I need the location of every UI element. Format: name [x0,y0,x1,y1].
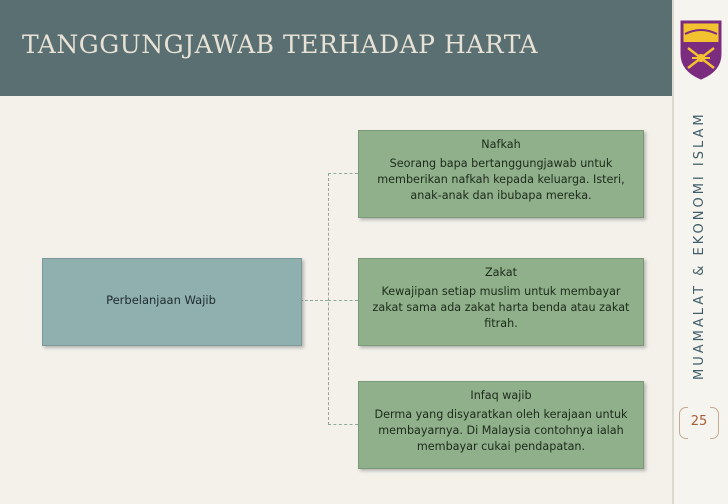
connector-root [300,300,328,301]
slide-title: TANGGUNGJAWAB TERHADAP HARTA [22,30,539,59]
root-node-label: Perbelanjaan Wajib [106,293,216,307]
connector-branch-1 [328,173,358,174]
connector-branch-2 [328,300,358,301]
connector-trunk [328,173,329,425]
sidebar-divider [672,0,674,504]
connector-branch-3 [328,424,358,425]
page-number [676,405,722,441]
page-number-label: 25 [690,414,708,429]
child-node-text: Seorang bapa bertanggungjawab untuk memberikan nafkah kepada keluarga. Isteri, anak-anak dan ibubapa mereka. [377,157,625,202]
child-node-zakat [358,258,644,346]
child-node-text: Derma yang disyaratkan oleh kerajaan untuk membayarnya. Di Malaysia contohnya ialah membayar cukai pendapatan. [374,408,628,453]
side-caption: MUAMALAT & EKONOMI ISLAM [692,111,707,380]
child-node-infaq [358,381,644,469]
child-node-title: Zakat [484,266,518,279]
root-node [42,258,302,346]
child-node-text: Kewajipan setiap muslim untuk membayar zakat sama ada zakat harta benda atau zakat fitrah. [372,285,630,330]
child-node-nafkah [358,130,644,218]
child-node-title: Nafkah [481,138,521,151]
university-crest-icon [676,18,726,80]
child-node-title: Infaq wajib [470,389,532,402]
